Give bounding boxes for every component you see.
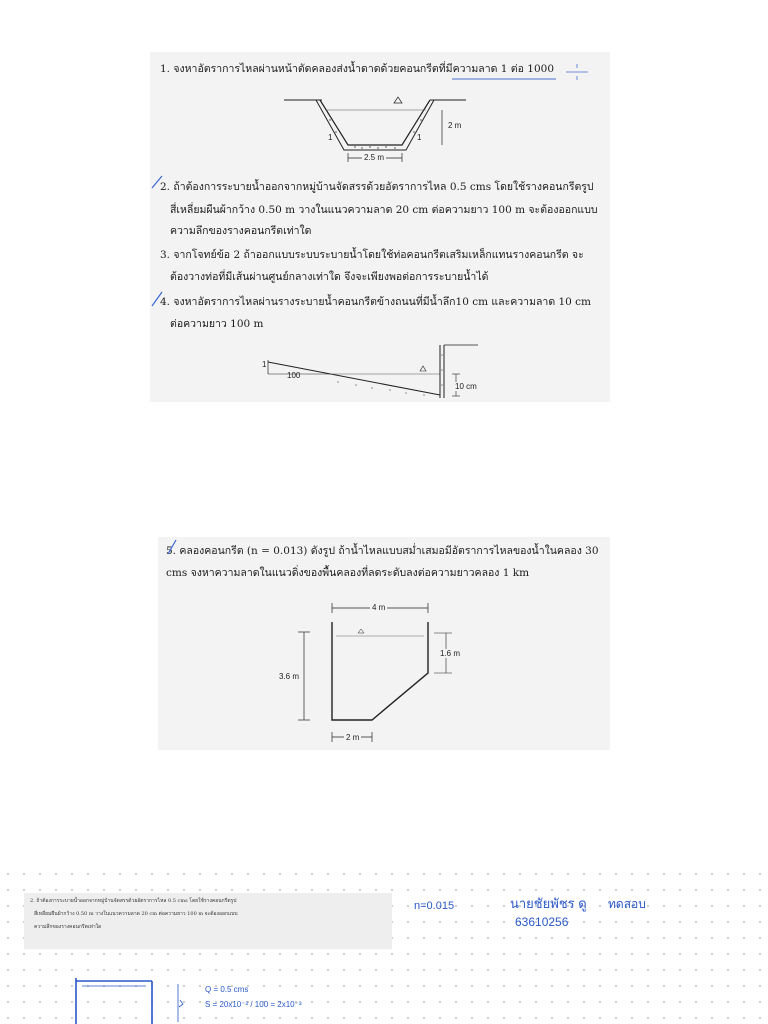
gutter-slope-1: 1	[262, 360, 267, 369]
side-ratio-right: 1	[417, 133, 422, 142]
canal-depth-label: 3.6 m	[279, 672, 300, 681]
pasted-line-2: สี่เหลี่ยมผืนผ้ากว้าง 0.50 m วางในแนวความลาด 20 cm ต่อความยาว 100 m จะต้องออกแบบ	[34, 911, 238, 917]
question-3-line-1: 3. จากโจทย์ข้อ 2 ถ้าออกแบบระบบระบายน้ำโดยใช้ท่อคอนกรีตเสริมเหล็กแทนรางคอนกรีต จะ	[160, 249, 584, 261]
handwritten-n-value: n=0.015	[414, 900, 455, 912]
handwritten-student-name: นายชัยพัชร ดู	[510, 896, 587, 911]
question-4-line-1: 4. จงหาอัตราการไหลผ่านรางระบายน้ำคอนกรีตข้างถนนที่มีน้ำลึก10 cm และความลาด 10 cm	[160, 296, 592, 308]
handwritten-q-value: Q = 0.5 cms	[205, 985, 249, 994]
question-2-line-1: 2. ถ้าต้องการระบายน้ำออกจากหมู่บ้านจัดสรรด้วยอัตราการไหล 0.5 cms โดยใช้รางคอนกรีตรูป	[160, 181, 594, 193]
side-ratio-left: 1	[328, 133, 333, 142]
question-5-line-1: 5. คลองคอนกรีต (n = 0.013) ดังรูป ถ้าน้ำไหลแบบสม่ำเสมอมีอัตราการไหลของน้ำในคลอง 30	[166, 545, 599, 557]
pasted-line-1: 2. ถ้าต้องการระบายน้ำออกจากหมู่บ้านจัดสรรด้วยอัตราการไหล 0.5 cms โดยใช้รางคอนกรีตรูป	[30, 898, 237, 904]
canal-top-width-label: 4 m	[372, 603, 386, 612]
handwritten-student-id: 63610256	[515, 915, 569, 929]
gutter-slope-100: 100	[287, 371, 301, 380]
question-2-line-2: สี่เหลี่ยมผืนผ้ากว้าง 0.50 m วางในแนวความลาด 20 cm ต่อความยาว 100 m จะต้องออกแบบ	[170, 204, 598, 216]
question-4-line-2: ต่อความยาว 100 m	[170, 318, 264, 330]
canal-side-height-label: 1.6 m	[440, 649, 461, 658]
pasted-line-3: ความลึกของรางคอนกรีตเท่าใด	[34, 924, 102, 930]
handwritten-right-note: ทดสอบ	[608, 897, 646, 911]
canal-bottom-width-label: 2 m	[346, 733, 360, 742]
question-2-line-3: ความลึกของรางคอนกรีตเท่าใด	[170, 225, 312, 237]
question-5-line-2: cms จงหาความลาดในแนวดิ่งของพื้นคลองที่ลดระดับลงต่อความยาวคลอง 1 km	[166, 567, 530, 579]
handwritten-slope-value: S = 20x10⁻² / 100 = 2x10⁻³	[205, 1000, 302, 1009]
question-1: 1. จงหาอัตราการไหลผ่านหน้าตัดคลองส่งน้ำดาดด้วยคอนกรีตที่มีความลาด 1 ต่อ 1000	[160, 63, 554, 75]
gutter-depth-label: 10 cm	[455, 382, 477, 391]
channel-depth-label: 2 m	[448, 121, 462, 130]
question-3-line-2: ต้องวางท่อที่มีเส้นผ่านศูนย์กลางเท่าใด จึงจะเพียงพอต่อการระบายน้ำได้	[170, 271, 489, 283]
channel-bottom-label: 2.5 m	[364, 153, 385, 162]
